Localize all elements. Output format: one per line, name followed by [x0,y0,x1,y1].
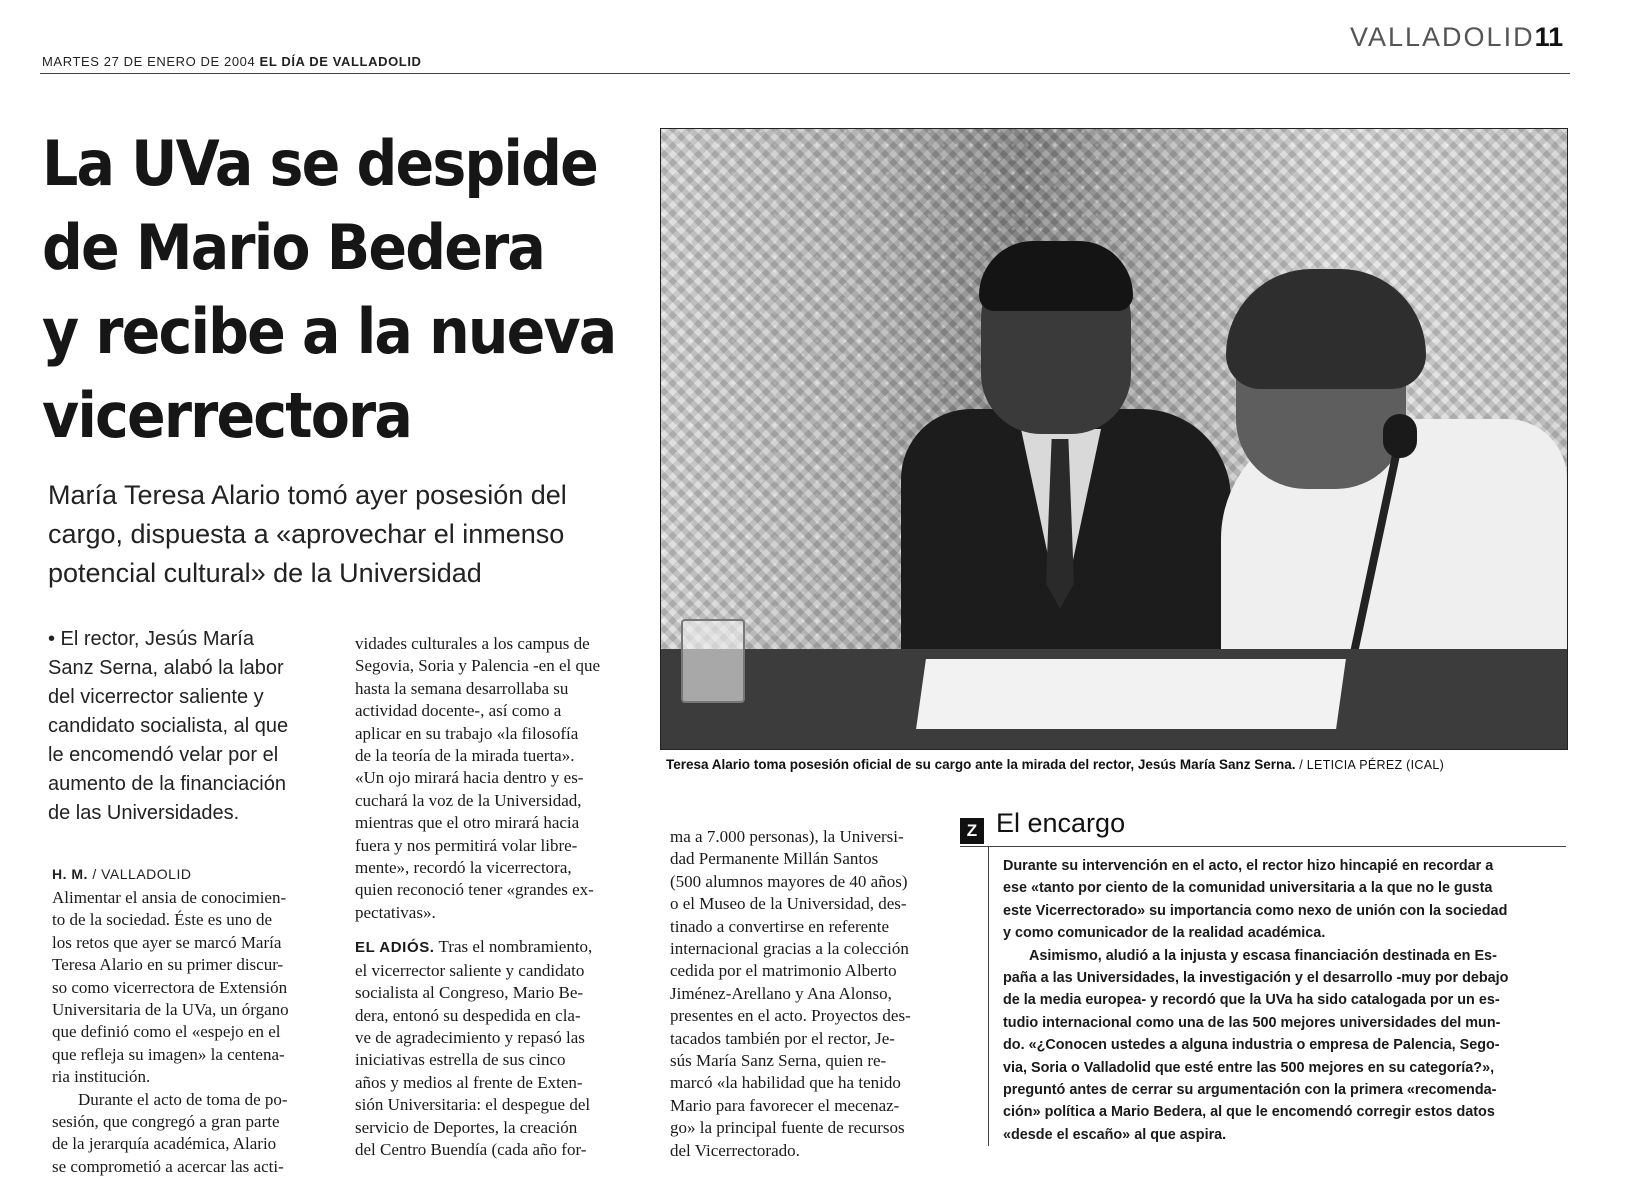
text-line: mientras que el otro mirará hacia [355,813,580,833]
text-line: tacados también por el rector, Je- [670,1028,895,1048]
headline-line: vicerrectora [42,379,411,452]
text-line: que definió como el «espejo en el [52,1022,281,1042]
text-line: cedida por el matrimonio Alberto [670,961,897,981]
text-line: quien reconoció tener «grandes ex- [355,880,594,900]
photo-credit: / LETICIA PÉREZ (ICAL) [1295,758,1445,772]
sidebar-rule [960,846,1566,847]
text-line: mente», recordó la vicerrectora, [355,858,572,878]
text-line: tinado a convertirse en referente [670,916,889,936]
sidebar-title: El encargo [996,808,1126,838]
text-line: cuchará la voz de la Universidad, [355,790,582,810]
article-column-2 [355,633,600,1161]
text-line: o el Museo de la Universidad, des- [670,894,907,914]
text-line: paña a las Universidades, la investigación y el desarrollo -muy por debajo [1003,970,1509,987]
photo-glass [681,619,745,703]
text-line: «Un ojo mirará hacia dentro y es- [355,768,584,788]
photo-document [916,659,1346,729]
article-column-3 [670,826,911,1162]
text-line: Segovia, Soria y Palencia -en el que [355,656,601,676]
text-line: del Centro Buendía (cada año for- [355,1139,587,1159]
text-line: Alimentar el ansia de conocimien- [52,888,287,907]
byline-author: H. M. [52,866,88,882]
text-line [355,936,600,959]
issue-date: MARTES 27 DE ENERO DE 2004 [42,54,256,69]
text-line: sión Universitaria: el despegue del [355,1095,591,1115]
sidebar-left-rule [988,846,989,1146]
text-line: vidades culturales a los campus de [355,634,590,653]
text-line: do. «¿Conocen ustedes a alguna industria o empresa de Palencia, Sego- [1003,1037,1500,1054]
section-header [1350,22,1563,53]
text-line: sesión, que congregó a gran parte [52,1112,280,1132]
paragraph-gap [355,924,600,936]
text-line: to de la sociedad. Éste es uno de [52,910,272,930]
news-photo [660,128,1568,750]
text-line: ese «tanto por ciento de la comunidad universitaria a la que no le gusta [1003,880,1493,897]
text-line: este Vicerrectorado» su importancia como nexo de unión con la sociedad [1003,902,1508,919]
text-line: servicio de Deportes, la creación [355,1117,578,1137]
page-number: 11 [1534,22,1564,52]
summary-bullet [48,625,318,828]
text-line: Asimismo, aludió a la injusta y escasa financiación destinada en Es- [1029,947,1497,964]
text-line: fuera y nos permitirá volar libre- [355,835,578,855]
text-line: Mario para favorecer el mecenaz- [670,1095,900,1115]
text-line: internacional gracias a la colección [670,939,909,959]
text-line: del Vicerrectorado. [670,1140,800,1160]
byline [52,866,191,882]
subheadline [48,476,648,593]
text-line: presentes en el acto. Proyectos des- [670,1006,911,1026]
section-lead: EL ADIÓS. [355,939,435,957]
text-line: «desde el escaño» al que aspira. [1003,1126,1227,1143]
text-line: dera, entonó su despedida en cla- [355,1005,581,1025]
text-line: dad Permanente Millán Santos [670,849,879,869]
text-line: ve de agradecimiento y repasó las [355,1027,585,1047]
subhead-line: cargo, dispuesta a «aprovechar el inmenso [48,519,565,549]
text-line: los retos que ayer se marcó María [52,932,282,952]
headline-line: de Mario Bedera [42,211,545,284]
text-line: y como comunicador de la realidad académica. [1003,925,1326,942]
text-line: via, Soria o Valladolid que esté entre las 500 mejores en su categoría?», [1003,1059,1495,1076]
headline-line: La UVa se despide [42,127,597,200]
byline-place: / VALLADOLID [87,866,192,882]
caption-text: Teresa Alario toma posesión oficial de su cargo ante la mirada del rector, Jesús María Sanz Serna. [666,757,1296,772]
text-line: Jiménez-Arellano y Ana Alonso, [670,983,892,1003]
text-line: Universitaria de la UVa, un órgano [52,1000,289,1020]
text-line: actividad docente-, así como a [355,701,562,721]
text-line: Teresa Alario en su primer discur- [52,955,284,975]
photo-microphone [1383,414,1417,458]
bullet-line: le encomendó velar por el [48,744,279,766]
text-line: Durante su intervención en el acto, el rector hizo hincapié en recordar a [1003,858,1494,874]
text-line: hasta la semana desarrollaba su [355,678,569,698]
text-line: años y medios al frente de Exten- [355,1072,583,1092]
subhead-line: potencial cultural» de la Universidad [48,558,482,588]
sidebar-body [1003,855,1563,1146]
subhead-line: María Teresa Alario tomó ayer posesión del [48,480,567,510]
text-line: ción» política a Mario Bedera, al que le encomendó corregir estos datos [1003,1104,1495,1121]
text-line: so como vicerrectora de Extensión [52,977,288,997]
section-name: VALLADOLID [1350,22,1535,52]
bullet-line: candidato socialista, al que [48,715,289,737]
headline [42,122,616,458]
bullet-line: • El rector, Jesús María [48,628,254,650]
dateline [42,54,422,69]
newspaper-name: EL DÍA DE VALLADOLID [259,54,422,69]
bullet-line: del vicerrector saliente y [48,686,264,708]
headline-line: y recibe a la nueva [42,295,616,368]
text-fragment: Tras el nombramiento, [434,937,593,957]
top-rule [40,73,1570,74]
text-line: ma a 7.000 personas), la Universi- [670,827,904,846]
text-line: preguntó antes de cerrar su argumentación con la primera «recomenda- [1003,1082,1497,1099]
bullet-line: Sanz Serna, alabó la labor [48,657,284,679]
photo-caption [666,757,1444,772]
text-line: socialista al Congreso, Mario Be- [355,983,584,1003]
text-line: aplicar en su trabajo «la filosofía [355,723,579,743]
text-line: marcó «la habilidad que ha tenido [670,1073,901,1093]
text-line: de la jerarquía académica, Alario [52,1134,277,1154]
text-line: pectativas». [355,902,436,922]
photo-rector-hair [979,241,1133,311]
text-line: de la teoría de la mirada tuerta». [355,746,575,766]
text-line: go» la principal fuente de recursos [670,1118,905,1138]
text-line: (500 alumnos mayores de 40 años) [670,871,908,891]
text-line: que refleja su imagen» la centena- [52,1044,285,1064]
sidebar-logo-icon: Z [960,818,984,844]
text-line: sús María Sanz Serna, quien re- [670,1051,887,1071]
text-line: iniciativas estrella de sus cinco [355,1050,566,1070]
text-line: ria institución. [52,1067,151,1087]
bullet-line: aumento de la financiación [48,773,286,795]
article-column-1 [52,887,289,1178]
text-line: tudio internacional como una de las 500 mejores universidades del mun- [1003,1014,1501,1031]
text-line: el vicerrector saliente y candidato [355,960,585,980]
text-line: se comprometió a acercar las acti- [52,1156,284,1176]
bullet-line: de las Universidades. [48,802,240,824]
text-line: Durante el acto de toma de po- [78,1089,288,1109]
text-line: de la media europea- y recordó que la UVa ha sido catalogada por un es- [1003,992,1500,1009]
